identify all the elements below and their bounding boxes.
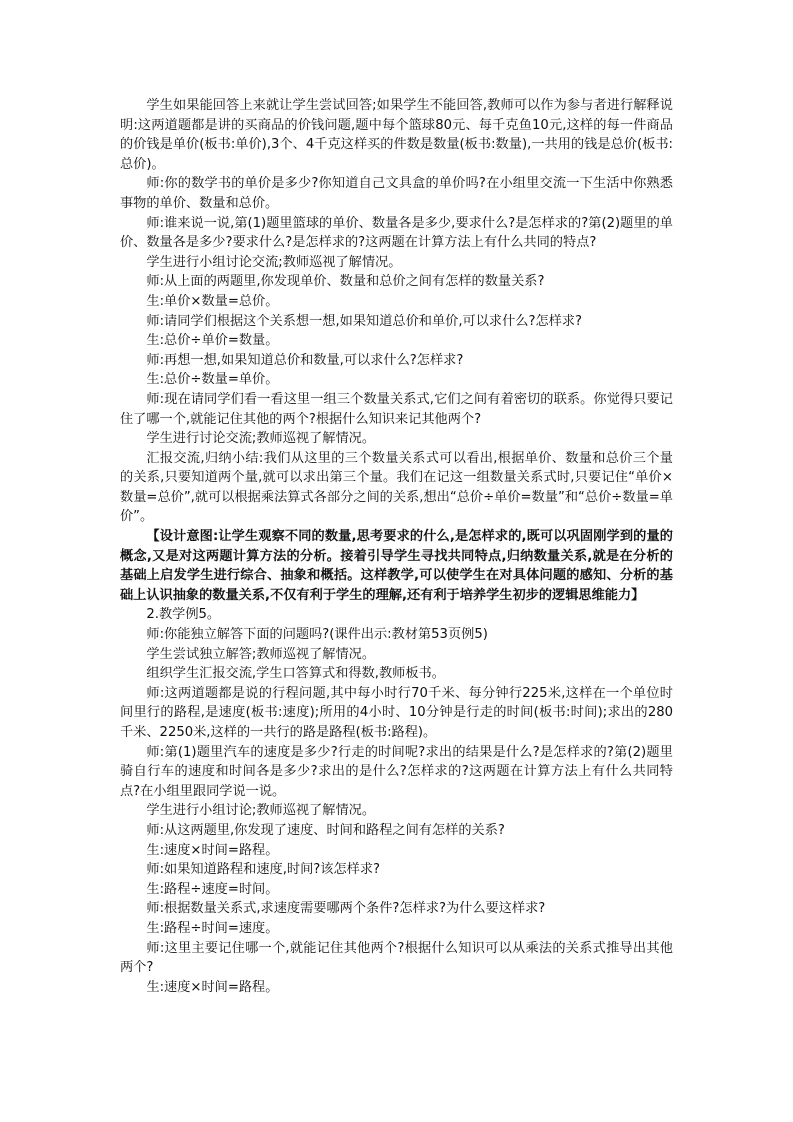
paragraph-5: 师:从上面的两题里,你发现单价、数量和总价之间有怎样的数量关系? [146, 274, 545, 290]
paragraph-21: 学生进行小组讨论;教师巡视了解情况。 [146, 803, 376, 819]
paragraph-10: 生:总价÷数量=单价。 [146, 372, 279, 388]
paragraph-22: 师:从这两题里,你发现了速度、时间和路程之间有怎样的关系? [146, 822, 505, 838]
paragraph-4: 学生进行小组讨论交流;教师巡视了解情况。 [146, 254, 402, 270]
paragraph-8: 生:总价÷单价=数量。 [146, 333, 279, 349]
design-intent-note: 【设计意图:让学生观察不同的数量,思考要求的什么,是怎样求的,既可以巩固刚学到的量的概念,又是对这两题计算方法的分析。接着引导学生寻找共同特点,归纳数量关系,就是在分析的基础上启发学生进行综合、抽象和概括。这样教学,可以使学生在对具体问题的感知、分析的基础上认识抽象的数量关系,不仅有利于学生的理解,还有利于培养学生初步的逻辑思维能力】 [120, 529, 673, 603]
paragraph-26: 师:根据数量关系式,求速度需要哪两个条件?怎样求?为什么要这样求? [146, 901, 546, 917]
paragraph-28: 师:这里主要记住哪一个,就能记住其他两个?根据什么知识可以从乘法的关系式推导出其他两个? [120, 940, 673, 976]
paragraph-16: 师:你能独立解答下面的问题吗?(课件出示:教材第53页例5) [146, 627, 488, 643]
paragraph-9: 师:再想一想,如果知道总价和数量,可以求什么?怎样求? [146, 352, 464, 368]
paragraph-13: 汇报交流,归纳小结:我们从这里的三个数量关系式可以看出,根据单价、数量和总价三个量的关系,只要知道两个量,就可以求出第三个量。我们在记这一组数量关系式时,只要记住“单价×数量=总价”,就可以根据乘法算式各部分之间的关系,想出“总价÷单价=数量”和“总价÷数量=单价”。 [120, 450, 673, 525]
paragraph-25: 生:路程÷速度=时间。 [146, 881, 279, 897]
paragraph-17: 学生尝试独立解答;教师巡视了解情况。 [146, 646, 376, 662]
paragraph-11: 师:现在请同学们看一看这里一组三个数量关系式,它们之间有着密切的联系。你觉得只要记住了哪一个,就能记住其他的两个?根据什么知识来记其他两个? [120, 391, 673, 427]
paragraph-12: 学生进行讨论交流;教师巡视了解情况。 [146, 431, 376, 447]
paragraph-3: 师:谁来说一说,第(1)题里篮球的单价、数量各是多少,要求什么?是怎样求的?第(2)题里的单价、数量各是多少?要求什么?是怎样求的?这两题在计算方法上有什么共同的特点? [120, 215, 673, 251]
paragraph-7: 师:请同学们根据这个关系想一想,如果知道总价和单价,可以求什么?怎样求? [146, 313, 583, 329]
paragraph-2: 师:你的数学书的单价是多少?你知道自己文具盒的单价吗?在小组里交流一下生活中你熟悉事物的单价、数量和总价。 [120, 176, 673, 211]
paragraph-20: 师:第(1)题里汽车的速度是多少?行走的时间呢?求出的结果是什么?是怎样求的?第(2)题里骑自行车的速度和时间各是多少?求出的是什么?怎样求的?这两题在计算方法上有什么共同特点?在小组里跟同学说一说。 [120, 744, 673, 799]
paragraph-1: 学生如果能回答上来就让学生尝试回答;如果学生不能回答,教师可以作为参与者进行解释说明:这两道题都是讲的买商品的价钱问题,题中每个篮球80元、每千克鱼10元,这样的每一件商品的价钱是单价(板书:单价),3个、4千克这样买的件数是数量(板书:数量),一共用的钱是总价(板书:总价)。 [120, 98, 673, 172]
paragraph-23: 生:速度×时间=路程。 [146, 842, 279, 858]
section-heading-example-5: 2.教学例5。 [146, 607, 221, 623]
paragraph-6: 生:单价×数量=总价。 [146, 293, 279, 309]
paragraph-19: 师:这两道题都是说的行程问题,其中每小时行70千米、每分钟行225米,这样在一个单位时间里行的路程,是速度(板书:速度);所用的4小时、10分钟是行走的时间(板书:时间);求出的280千米、2250米,这样的一共行的路是路程(板书:路程)。 [120, 685, 673, 740]
paragraph-24: 师:如果知道路程和速度,时间?该怎样求? [146, 862, 381, 878]
paragraph-27: 生:路程÷时间=速度。 [146, 920, 279, 936]
paragraph-18: 组织学生汇报交流,学生口答算式和得数,教师板书。 [146, 666, 445, 682]
paragraph-29: 生:速度×时间=路程。 [146, 979, 279, 995]
